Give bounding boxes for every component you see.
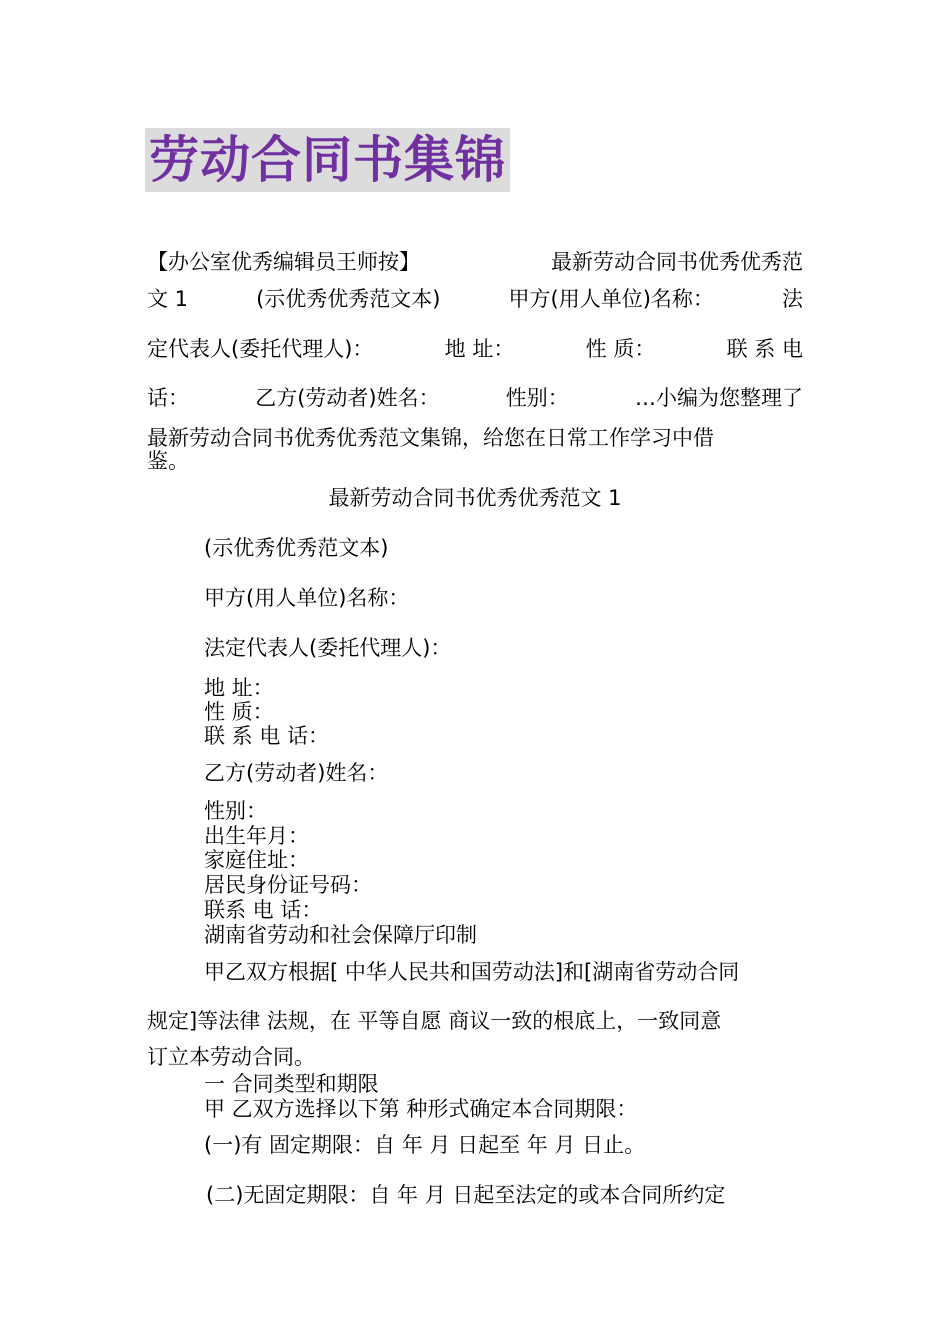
field-sample: (示优秀优秀范文本): [204, 536, 389, 560]
intro-text: 联 系 电: [726, 337, 803, 361]
intro-line-4: [147, 384, 803, 412]
field-address: 地 址：: [204, 676, 274, 700]
intro-text: 甲方(用人单位)名称：: [508, 287, 714, 311]
intro-line-2: [147, 285, 803, 313]
clause-1-item-2: (二)无固定期限：自 年 月 日起至法定的或本合同所约定: [206, 1183, 726, 1207]
intro-text: …小编为您整理了: [635, 386, 803, 410]
field-home-address: 家庭住址：: [204, 848, 309, 872]
intro-text: 文 1: [147, 287, 189, 311]
field-phone-a: 联 系 电 话：: [204, 724, 330, 748]
intro-text: 地 址：: [444, 337, 515, 361]
field-printer: 湖南省劳动和社会保障厅印制: [204, 923, 477, 947]
clause-1-title: 一 合同类型和期限: [204, 1072, 379, 1096]
intro-text: 性别：: [505, 386, 569, 410]
field-legal-rep: 法定代表人(委托代理人)：: [204, 636, 452, 660]
field-party-b-name: 乙方(劳动者)姓名：: [204, 761, 389, 785]
section-heading: 最新劳动合同书优秀优秀范文 1: [328, 486, 622, 510]
field-nature: 性 质：: [204, 700, 274, 724]
body-para-1-line-1: 甲乙双方根据[ 中华人民共和国劳动法]和[湖南省劳动合同: [204, 960, 740, 984]
intro-text: (示优秀优秀范文本): [256, 287, 441, 311]
field-birth: 出生年月：: [204, 824, 309, 848]
document-title: 劳动合同书集锦: [145, 128, 510, 192]
field-phone-b: 联系 电 话：: [204, 898, 323, 922]
intro-line-1: [147, 248, 803, 276]
intro-text: 【办公室优秀编辑员王师按】: [147, 250, 420, 274]
body-para-1-line-3: 订立本劳动合同。: [147, 1045, 315, 1069]
field-party-a-name: 甲方(用人单位)名称：: [204, 586, 410, 610]
intro-text: 法: [781, 287, 803, 311]
body-para-1-line-2: 规定]等法律 法规，在 平等自愿 商议一致的根底上，一致同意: [147, 1009, 722, 1033]
intro-line-6: 鉴。: [147, 449, 189, 473]
field-id-number: 居民身份证号码：: [204, 873, 372, 897]
intro-text: 定代表人(委托代理人)：: [147, 337, 374, 361]
field-gender: 性别：: [204, 799, 267, 823]
intro-text: 乙方(劳动者)姓名：: [255, 386, 440, 410]
intro-text: 最新劳动合同书优秀优秀范: [551, 250, 803, 274]
intro-text: 话：: [147, 386, 189, 410]
intro-text: 性 质：: [585, 337, 656, 361]
clause-1-intro: 甲 乙双方选择以下第 种形式确定本合同期限：: [204, 1097, 638, 1121]
intro-line-5: 最新劳动合同书优秀优秀范文集锦，给您在日常工作学习中借: [147, 426, 714, 450]
clause-1-item-1: (一)有 固定期限：自 年 月 日起至 年 月 日止。: [204, 1133, 646, 1157]
intro-line-3: [147, 335, 803, 363]
